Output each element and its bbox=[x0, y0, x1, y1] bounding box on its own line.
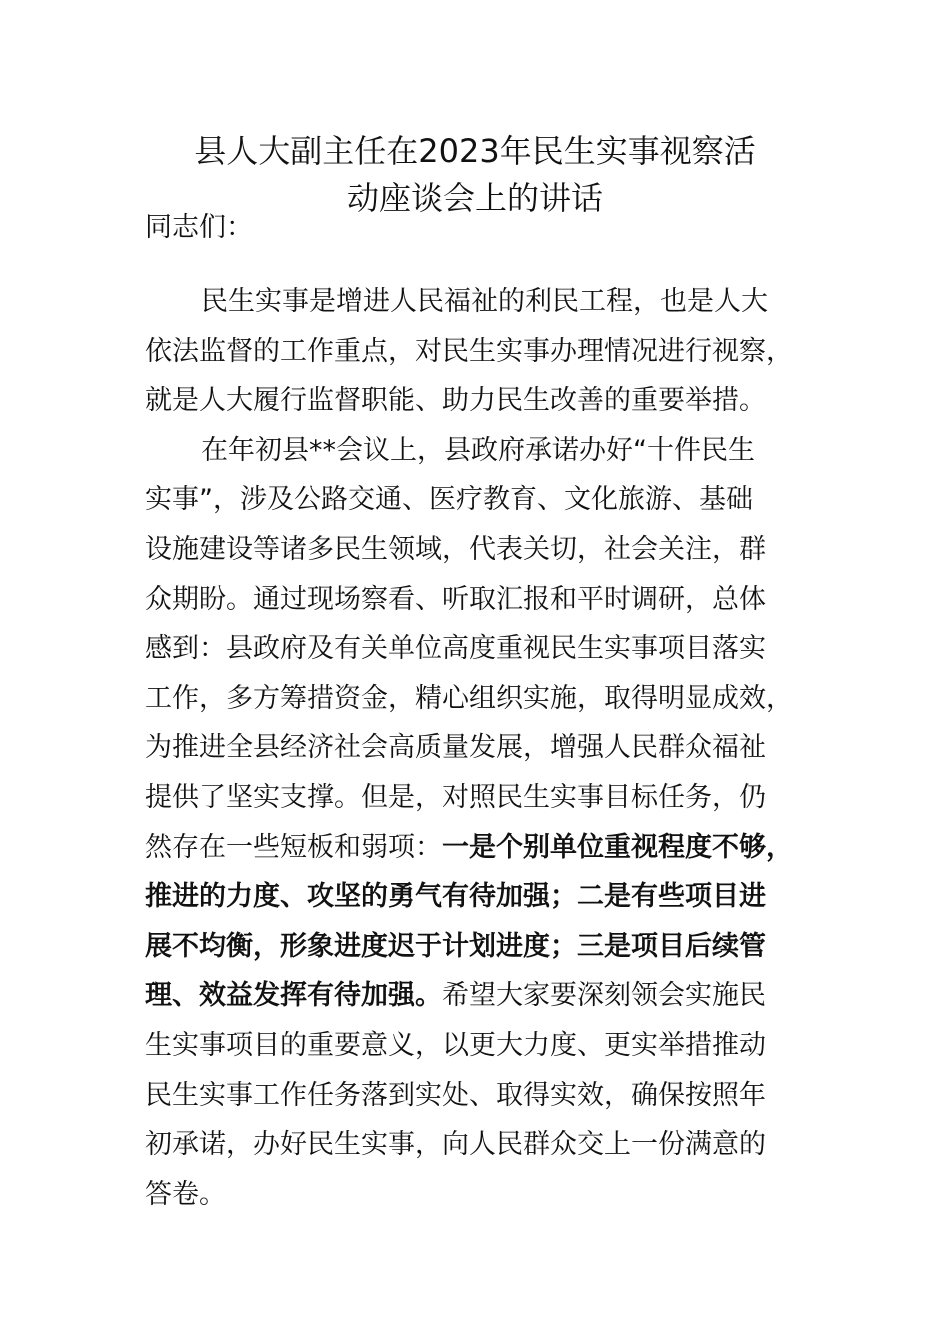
title-line-2: 动座谈会上的讲话 bbox=[346, 179, 603, 217]
paragraph-line: 依法监督的工作重点，对民生实事办理情况进行视察， bbox=[145, 335, 793, 367]
salutation: 同志们： bbox=[145, 212, 253, 243]
plain-text-segment: 希望大家要深刻领会实施民 bbox=[442, 980, 766, 1012]
paragraph-line: 民生实事是增进人民福祉的利民工程，也是人大 bbox=[201, 286, 768, 317]
paragraph-line-mixed bbox=[145, 971, 835, 1021]
paragraph-1 bbox=[145, 277, 835, 426]
paragraph-line: 实事”，涉及公路交通、医疗教育、文化旅游、基础 bbox=[145, 484, 753, 516]
paragraph-2 bbox=[145, 426, 835, 1220]
document-body bbox=[145, 277, 835, 1219]
paragraph-line: 设施建设等诸多民生领域，代表关切，社会关注，群 bbox=[145, 533, 766, 565]
bold-text-segment: 一是个别单位重视程度不够， bbox=[442, 831, 793, 863]
bold-text-segment: 理、效益发挥有待加强。 bbox=[145, 980, 442, 1012]
title-line-1: 县人大副主任在2023年民生实事视察活 bbox=[194, 132, 756, 170]
paragraph-line: 就是人大履行监督职能、助力民生改善的重要举措。 bbox=[145, 385, 766, 417]
bold-paragraph-line: 推进的力度、攻坚的勇气有待加强；二是有些项目进 bbox=[145, 881, 766, 913]
paragraph-line: 初承诺，办好民生实事，向人民群众交上一份满意的 bbox=[145, 1129, 766, 1161]
paragraph-line: 为推进全县经济社会高质量发展，增强人民群众福祉 bbox=[145, 732, 766, 764]
paragraph-line: 在年初县**会议上，县政府承诺办好“十件民生 bbox=[201, 434, 755, 466]
paragraph-line: 感到：县政府及有关单位高度重视民生实事项目落实 bbox=[145, 633, 766, 665]
bold-paragraph-line: 展不均衡，形象进度迟于计划进度；三是项目后续管 bbox=[145, 930, 766, 962]
paragraph-line: 众期盼。通过现场察看、听取汇报和平时调研，总体 bbox=[145, 583, 766, 615]
plain-text-segment: 然存在一些短板和弱项： bbox=[145, 831, 442, 863]
paragraph-line: 提供了坚实支撑。但是，对照民生实事目标任务，仍 bbox=[145, 781, 766, 813]
paragraph-line: 工作，多方筹措资金，精心组织实施，取得明显成效， bbox=[145, 682, 793, 714]
paragraph-line: 答卷。 bbox=[145, 1178, 226, 1210]
paragraph-line: 生实事项目的重要意义，以更大力度、更实举措推动 bbox=[145, 1029, 766, 1061]
paragraph-line-mixed bbox=[145, 823, 835, 873]
paragraph-line: 民生实事工作任务落到实处、取得实效，确保按照年 bbox=[145, 1079, 766, 1111]
